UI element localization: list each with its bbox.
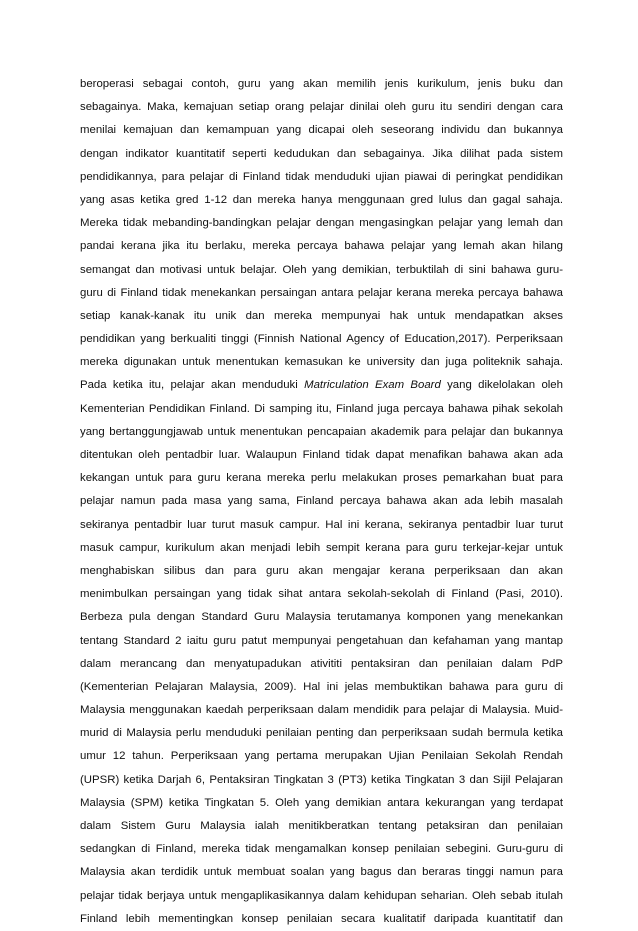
text-line: dengan indikator kuantitatif seperti kedudukan dan sebagainya. Jika dilihat pada sistem [80, 147, 563, 160]
text-line: dalam Sistem Guru Malaysia ialah menitikberatkan tentang petaksiran dan penilaian [80, 820, 563, 832]
text-line: pandai kerana jika itu berlaku, mereka percaya bahawa pelajar yang lemah akan hilang [80, 240, 563, 253]
text-line: mereka digunakan untuk menentukan kemasukan ke university dan juga politeknik sahaja. [80, 356, 563, 369]
text-line: menilai kemajuan dan kemampuan yang dicapai oleh seseorang individu dan bukannya [80, 124, 563, 137]
text-line: sebagainya. Maka, kemajuan setiap orang pelajar dinilai oleh guru itu sendiri dengan cara [80, 101, 563, 114]
text-line: pelajar tidak berjaya untuk mengaplikasikannya dalam kehidupan seharian. Oleh sebab itulah [80, 889, 563, 902]
text-line: ditentukan oleh pentadbir luar. Walaupun Finland tidak dapat menafikan bahawa akan ada [80, 449, 563, 461]
text-line: sedangkan di Finland, mereka tidak mengamalkan konsep penilaian sebegini. Guru-guru di [80, 843, 563, 856]
text-line: Kementerian Pendidikan Finland. Di samping itu, Finland juga percaya bahawa pihak sekolah [80, 402, 563, 415]
text-line: Mereka tidak mebanding-bandingkan pelajar dengan mengasingkan pelajar yang lemah dan [80, 217, 563, 230]
line-text-after: yang dikelolakan oleh [440, 379, 563, 392]
line-text-before: Pada ketika itu, pelajar akan menduduki [80, 379, 305, 392]
text-line: kekangan untuk para guru kerana mereka perlu melakukan proses pemarkahan buat para [80, 472, 563, 485]
text-line: dalam merancang dan menyatupadukan ativititi pentaksiran dan penilaian dalam PdP [80, 657, 563, 670]
text-line: Finland lebih mementingkan konsep penilaian secara kualitatif daripada kuantitatif dan [80, 912, 563, 925]
text-line-with-italic [80, 374, 563, 397]
text-line: umur 12 tahun. Perperiksaan yang pertama merupakan Ujian Penilaian Sekolah Rendah [80, 750, 563, 763]
text-line: (Kementerian Pelajaran Malaysia, 2009). Hal ini jelas membuktikan bahawa para guru di [80, 680, 563, 693]
text-line: masuk campur, kurikulum akan menjadi lebih sempit kerana para guru terkejar-kejar untuk [80, 541, 563, 554]
text-line: Malaysia (SPM) ketika Tingkatan 5. Oleh yang demikian antara kekurangan yang terdapat [80, 796, 563, 809]
text-line: tentang Standard 2 iaitu guru patut mempunyai pengetahuan dan kefahaman yang mantap [80, 634, 563, 647]
text-line: pendidikan yang berkualiti tinggi (Finnish National Agency of Education,2017). Perperiksaan [80, 333, 563, 346]
text-line: menghabiskan silibus dan para guru akan mengajar kerana perperiksaan dan akan [80, 564, 563, 577]
text-line: Berbeza pula dengan Standard Guru Malaysia terutamanya komponen yang menekankan [80, 611, 563, 624]
text-line: (UPSR) ketika Darjah 6, Pentaksiran Tingkatan 3 (PT3) ketika Tingkatan 3 dan Sijil Pelajaran [80, 773, 563, 786]
text-line: Malaysia menggunakan kaedah perperiksaan dalam mendidik para pelajar di Malaysia. Muid- [80, 704, 563, 717]
text-line: Malaysia akan terdidik untuk membuat soalan yang bagus dan beraras tinggi namun para [80, 866, 563, 879]
text-line: pelajar namun pada masa yang sama, Finland percaya bahawa akan ada lebih masalah [80, 495, 563, 508]
text-line: semangat dan motivasi untuk belajar. Oleh yang demikian, terbuktilah di sini bahawa guru- [80, 263, 563, 276]
text-line: murid di Malaysia perlu menduduki penilaian penting dan perperiksaan sudah bermula ketika [80, 727, 563, 740]
text-line: beroperasi sebagai contoh, guru yang akan memilih jenis kurikulum, jenis buku dan [80, 78, 563, 90]
text-line: yang bertanggungjawab untuk menentukan pencapaian akademik para pelajar dan bukannya [80, 425, 563, 438]
text-line: menimbulkan persaingan yang tidak sihat antara sekolah-sekolah di Finland (Pasi, 2010). [80, 588, 563, 601]
text-line: setiap kanak-kanak itu unik dan mereka mempunyai hak untuk mendapatkan akses [80, 309, 563, 322]
text-line: guru di Finland tidak menekankan persaingan antara pelajar kerana mereka percaya bahawa [80, 286, 563, 299]
text-line: sekiranya pentadbir luar turut masuk campur. Hal ini kerana, sekiranya pentadbir luar turut [80, 518, 563, 531]
italic-term: Matriculation Exam Board [304, 379, 441, 392]
text-line: yang asas ketika gred 1-12 dan mereka hanya menggunaan gred lulus dan gagal sahaja. [80, 193, 563, 206]
text-line: pendidikannya, para pelajar di Finland tidak menduduki ujian piawai di peringkat pendidikan [80, 170, 563, 183]
document-page [80, 73, 563, 931]
